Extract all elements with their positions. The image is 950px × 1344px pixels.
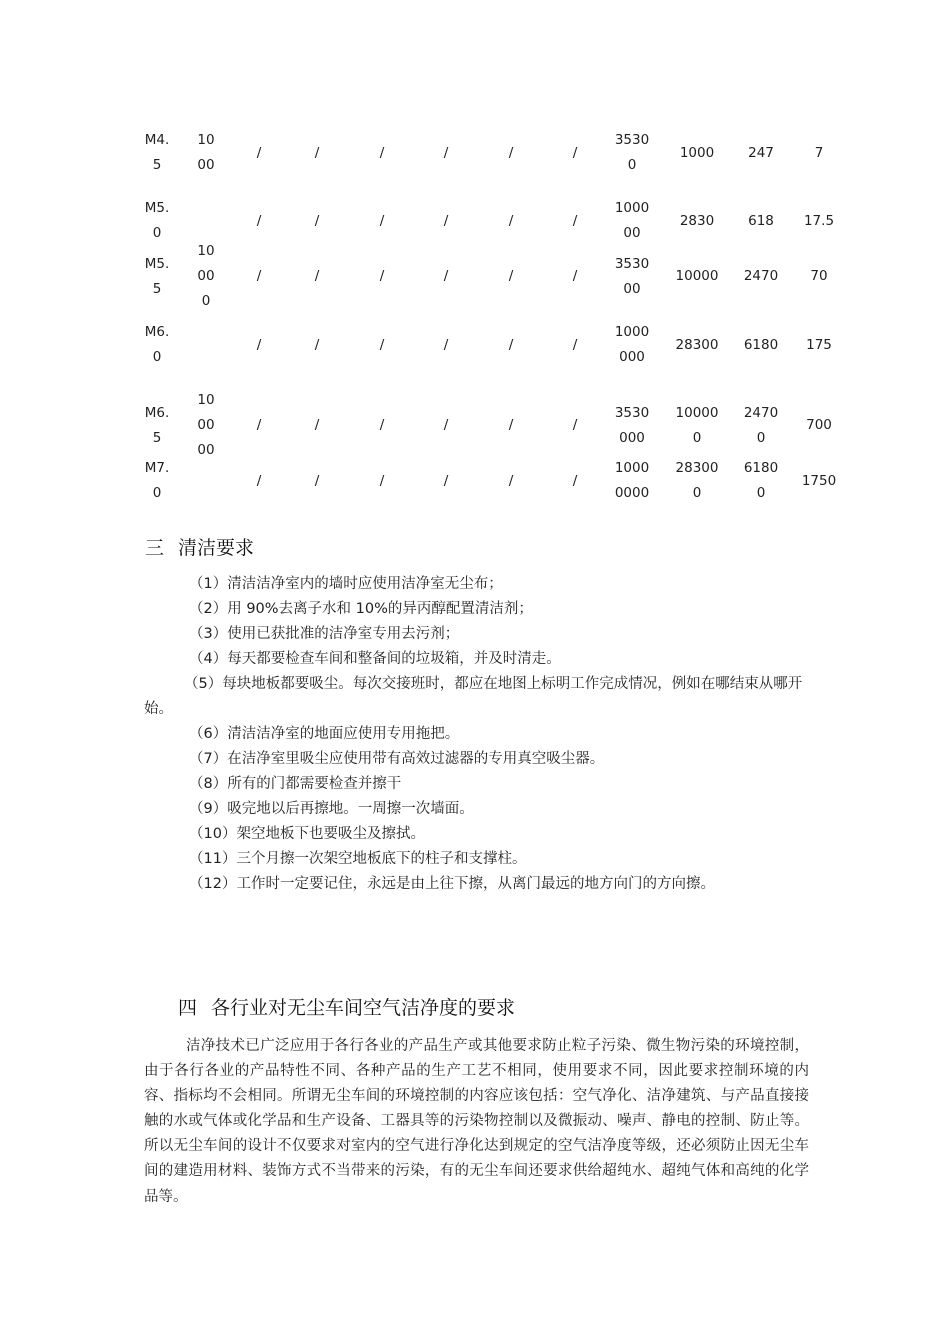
- table-row: [0, 388, 950, 463]
- slash-cell: /: [314, 212, 320, 229]
- cell-line: 17.5: [803, 212, 835, 229]
- cell-line: 1000: [679, 144, 715, 161]
- count-cell: [190, 239, 222, 314]
- cell-line: M6.: [144, 404, 170, 421]
- list-item: （8）所有的门都需要检查并擦干: [189, 776, 402, 792]
- slash-cell: /: [314, 336, 320, 353]
- value-cell: [736, 333, 786, 358]
- slash-cell: /: [443, 212, 449, 229]
- list-item: （4）每天都要检查车间和整备间的垃圾箱，并及时清走。: [189, 651, 561, 667]
- cell-line: 00: [197, 268, 215, 284]
- grade-cell: [140, 252, 174, 302]
- value-cell: [668, 209, 726, 234]
- slash-cell: /: [256, 212, 262, 229]
- cell-line: 2830: [679, 212, 715, 229]
- value-cell: [736, 209, 786, 234]
- cell-line: 0000: [614, 485, 650, 501]
- slash-cell: /: [572, 212, 578, 229]
- cell-line: 700: [806, 417, 832, 433]
- cell-line: 000: [619, 349, 645, 365]
- section-4-title: 各行业对无尘车间空气洁净度的要求: [211, 997, 516, 1019]
- cell-line: 0: [692, 429, 702, 446]
- list-item: （3）使用已获批准的洁净室专用去污剂；: [189, 626, 460, 642]
- cell-line: 0: [627, 157, 637, 173]
- cell-line: 5: [152, 157, 162, 173]
- cell-line: 3530: [614, 404, 650, 421]
- slash-cell: /: [256, 417, 262, 433]
- cell-line: 00: [197, 417, 215, 433]
- slash-cell: /: [314, 268, 320, 284]
- grade-cell: [140, 401, 174, 451]
- slash-cell: /: [256, 144, 262, 161]
- grade-cell: [140, 128, 174, 178]
- cell-line: 7: [814, 144, 824, 161]
- cell-line: 2470: [743, 404, 779, 421]
- slash-cell: /: [508, 472, 514, 489]
- cell-line: 10000: [675, 404, 719, 421]
- count-cell: [190, 388, 222, 463]
- count-cell: [190, 128, 222, 178]
- list-item: （9）吸完地以后再擦地。一周擦一次墙面。: [189, 801, 474, 817]
- value-cell: [668, 141, 726, 166]
- cell-line: 6180: [743, 460, 779, 476]
- cell-line: 0: [152, 349, 162, 365]
- value-cell: [736, 401, 786, 451]
- value-cell: [796, 209, 842, 234]
- cell-line: 1000: [614, 324, 650, 340]
- value-cell: [736, 456, 786, 506]
- value-cell: [668, 401, 726, 451]
- cell-line: M6.: [144, 324, 170, 340]
- slash-cell: /: [314, 144, 320, 161]
- slash-cell: /: [314, 472, 320, 489]
- section-3-number: 三: [145, 537, 165, 559]
- list-item: （6）清洁洁净室的地面应使用专用拖把。: [189, 726, 460, 742]
- slash-cell: /: [379, 212, 385, 229]
- cell-line: 3530: [614, 132, 650, 148]
- cell-line: 00: [623, 280, 641, 297]
- slash-cell: /: [443, 336, 449, 353]
- grade-cell: [140, 456, 174, 506]
- cell-line: M5.: [144, 255, 170, 272]
- slash-cell: /: [572, 268, 578, 284]
- slash-cell: /: [572, 144, 578, 161]
- slash-cell: /: [508, 212, 514, 229]
- cell-line: 1000: [614, 200, 650, 216]
- list-item: （5）每块地板都要吸尘。每次交接班时，都应在地图上标明工作完成情况，例如在哪结束从哪开始。: [144, 676, 803, 717]
- cell-line: 0: [152, 485, 162, 501]
- cell-line: 5: [152, 429, 162, 446]
- cell-line: 10: [197, 392, 215, 408]
- cell-line: 10000: [675, 268, 719, 284]
- cell-line: 10: [197, 132, 215, 148]
- slash-cell: /: [572, 417, 578, 433]
- cell-line: M7.: [144, 460, 170, 476]
- slash-cell: /: [379, 268, 385, 284]
- value-cell: [610, 401, 654, 451]
- value-cell: [668, 333, 726, 358]
- cell-line: 618: [748, 212, 774, 229]
- list-item: （10）架空地板下也要吸尘及擦拭。: [189, 826, 425, 842]
- slash-cell: /: [314, 417, 320, 433]
- cell-line: 5: [152, 280, 162, 297]
- cell-line: 00: [197, 442, 215, 458]
- value-cell: [796, 141, 842, 166]
- value-cell: [796, 333, 842, 358]
- table-row: [0, 239, 950, 314]
- cell-line: 247: [748, 144, 774, 161]
- slash-cell: /: [508, 336, 514, 353]
- value-cell: [610, 456, 654, 506]
- cell-line: 6180: [743, 336, 779, 353]
- section-3-heading: [145, 535, 254, 561]
- value-cell: [668, 264, 726, 289]
- section-4-heading: [178, 995, 515, 1021]
- list-item: （7）在洁净室里吸尘应使用带有高效过滤器的专用真空吸尘器。: [189, 751, 605, 767]
- list-item: （11）三个月擦一次架空地板底下的柱子和支撑柱。: [189, 851, 527, 867]
- slash-cell: /: [572, 336, 578, 353]
- cell-line: 00: [197, 157, 215, 173]
- cell-line: 0: [756, 429, 766, 446]
- cell-line: 1000: [614, 460, 650, 476]
- slash-cell: /: [508, 144, 514, 161]
- cell-line: 0: [152, 225, 162, 241]
- slash-cell: /: [443, 144, 449, 161]
- cell-line: M4.: [144, 132, 170, 148]
- cell-line: 28300: [675, 460, 719, 476]
- slash-cell: /: [379, 472, 385, 489]
- value-cell: [796, 264, 842, 289]
- table-row: [0, 320, 950, 370]
- value-cell: [668, 456, 726, 506]
- slash-cell: /: [379, 417, 385, 433]
- slash-cell: /: [256, 336, 262, 353]
- value-cell: [796, 469, 842, 494]
- section-4-paragraph: 洁净技术已广泛应用于各行各业的产品生产或其他要求防止粒子污染、微生物污染的环境控制，由于各行各业的产品特性不同、各种产品的生产工艺不相同，使用要求不同，因此要求控制环境的内容、指标均不会相同。所谓无尘车间的环境控制的内容应该包括：空气净化、洁净建筑、与产品直接接触的水或气体或化学品和生产设备、工器具等的污染物控制以及微振动、噪声、静电的控制、防止等。所以无尘车间的设计不仅要求对室内的空气进行净化达到规定的空气洁净度等级，还必须防止因无尘车间的建造用材料、装饰方式不当带来的污染，有的无尘车间还要求供给超纯水、超纯气体和高纯的化学品等。: [144, 1038, 809, 1205]
- cell-line: 28300: [675, 336, 719, 353]
- slash-cell: /: [256, 472, 262, 489]
- slash-cell: /: [443, 417, 449, 433]
- cell-line: 0: [756, 485, 766, 501]
- slash-cell: /: [508, 417, 514, 433]
- value-cell: [610, 252, 654, 302]
- cell-line: 3530: [614, 255, 650, 272]
- value-cell: [736, 141, 786, 166]
- cell-line: M5.: [144, 200, 170, 216]
- value-cell: [610, 320, 654, 370]
- list-item: （2）用 90%去离子水和 10%的异丙醇配置清洁剂；: [189, 601, 533, 617]
- value-cell: [796, 413, 842, 438]
- slash-cell: /: [443, 268, 449, 284]
- cell-line: 175: [806, 336, 832, 353]
- table-row: [0, 456, 950, 506]
- cell-line: 2470: [743, 268, 779, 284]
- value-cell: [736, 264, 786, 289]
- cell-line: 0: [201, 293, 211, 309]
- section-3-title: 清洁要求: [178, 537, 255, 559]
- slash-cell: /: [379, 144, 385, 161]
- cell-line: 0: [692, 485, 702, 501]
- slash-cell: /: [572, 472, 578, 489]
- section-4-number: 四: [178, 997, 198, 1019]
- grade-cell: [140, 320, 174, 370]
- slash-cell: /: [443, 472, 449, 489]
- slash-cell: /: [508, 268, 514, 284]
- cell-line: 10: [197, 243, 215, 259]
- slash-cell: /: [256, 268, 262, 284]
- cell-line: 00: [623, 225, 641, 241]
- cell-line: 1750: [801, 472, 837, 489]
- cell-line: 70: [810, 268, 828, 284]
- list-item: （12）工作时一定要记住，永远是由上往下擦，从离门最远的地方向门的方向擦。: [189, 876, 715, 892]
- value-cell: [610, 128, 654, 178]
- cell-line: 000: [619, 429, 645, 446]
- slash-cell: /: [379, 336, 385, 353]
- list-item: （1）清洁洁净室内的墙时应使用洁净室无尘布；: [189, 576, 503, 592]
- table-row: [0, 128, 950, 178]
